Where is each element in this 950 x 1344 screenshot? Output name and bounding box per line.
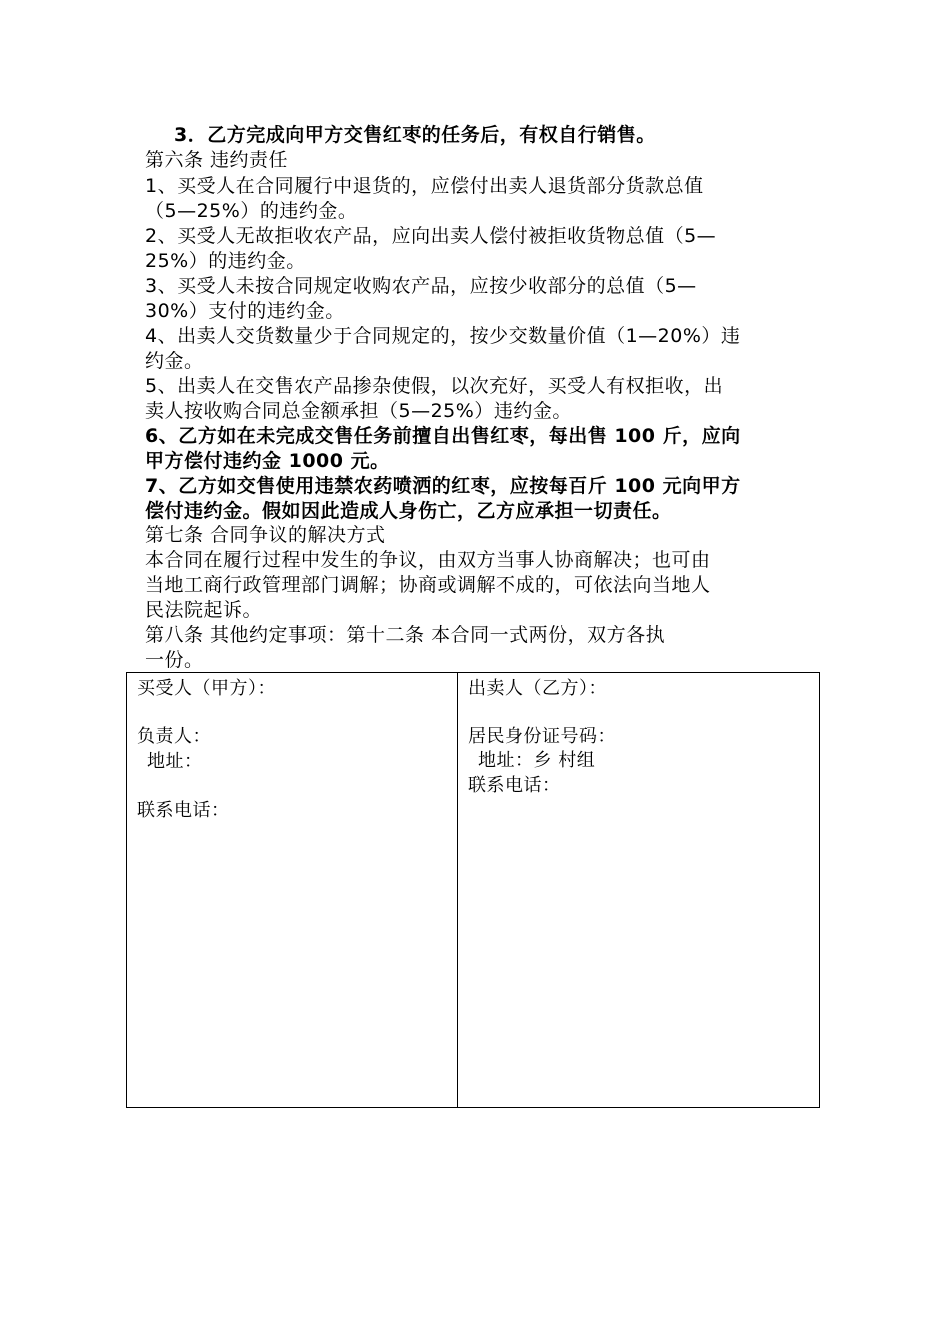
- section-heading-other: 第八条 其他约定事项：第十二条 本合同一式两份，双方各执: [145, 624, 666, 646]
- clause-text: 当地工商行政管理部门调解；协商或调解不成的，可依法向当地人: [145, 574, 711, 596]
- clause-text: 2、买受人无故拒收农产品，应向出卖人偿付被拒收货物总值（5—: [145, 225, 717, 247]
- clause-text: 30%）支付的违约金。: [145, 300, 345, 322]
- clause-text: 4、出卖人交货数量少于合同规定的，按少交数量价值（1—20%）违: [145, 325, 741, 347]
- clause-text: 本合同在履行过程中发生的争议，由双方当事人协商解决；也可由: [145, 549, 711, 571]
- clause-text: （5—25%）的违约金。: [145, 200, 358, 222]
- section-heading-dispute: 第七条 合同争议的解决方式: [145, 524, 386, 546]
- buyer-title: 买受人（甲方）：: [137, 678, 276, 699]
- seller-phone-label: 联系电话：: [468, 775, 561, 796]
- clause-text: 甲方偿付违约金 1000 元。: [145, 450, 390, 472]
- clause-text: 约金。: [145, 350, 204, 372]
- buyer-person-label: 负责人：: [137, 726, 211, 747]
- clause-text: 25%）的违约金。: [145, 250, 306, 272]
- seller-address-label: 地址：乡 村组: [478, 750, 596, 771]
- clause-text: 一份。: [145, 649, 204, 671]
- clause-text: 卖人按收购合同总金额承担（5—25%）违约金。: [145, 400, 572, 422]
- table-divider: [457, 673, 458, 1107]
- clause-text: 3．乙方完成向甲方交售红枣的任务后，有权自行销售。: [174, 124, 656, 146]
- clause-text: 民法院起诉。: [145, 599, 263, 621]
- clause-text: 偿付违约金。假如因此造成人身伤亡，乙方应承担一切责任。: [145, 500, 672, 522]
- clause-text: 7、乙方如交售使用违禁农药喷洒的红枣，应按每百斤 100 元向甲方: [145, 475, 741, 497]
- section-heading-breach: 第六条 违约责任: [145, 149, 289, 171]
- clause-text: 5、出卖人在交售农产品掺杂使假，以次充好，买受人有权拒收，出: [145, 375, 724, 397]
- clause-text: 1、买受人在合同履行中退货的，应偿付出卖人退货部分货款总值: [145, 175, 704, 197]
- clause-text: 6、乙方如在未完成交售任务前擅自出售红枣，每出售 100 斤，应向: [145, 425, 741, 447]
- seller-id-label: 居民身份证号码：: [468, 726, 616, 747]
- seller-title: 出卖人（乙方）：: [468, 678, 607, 699]
- buyer-phone-label: 联系电话：: [137, 800, 230, 821]
- clause-text: 3、买受人未按合同规定收购农产品，应按少收部分的总值（5—: [145, 275, 697, 297]
- signature-table: [126, 672, 820, 1108]
- buyer-address-label: 地址：: [147, 751, 203, 772]
